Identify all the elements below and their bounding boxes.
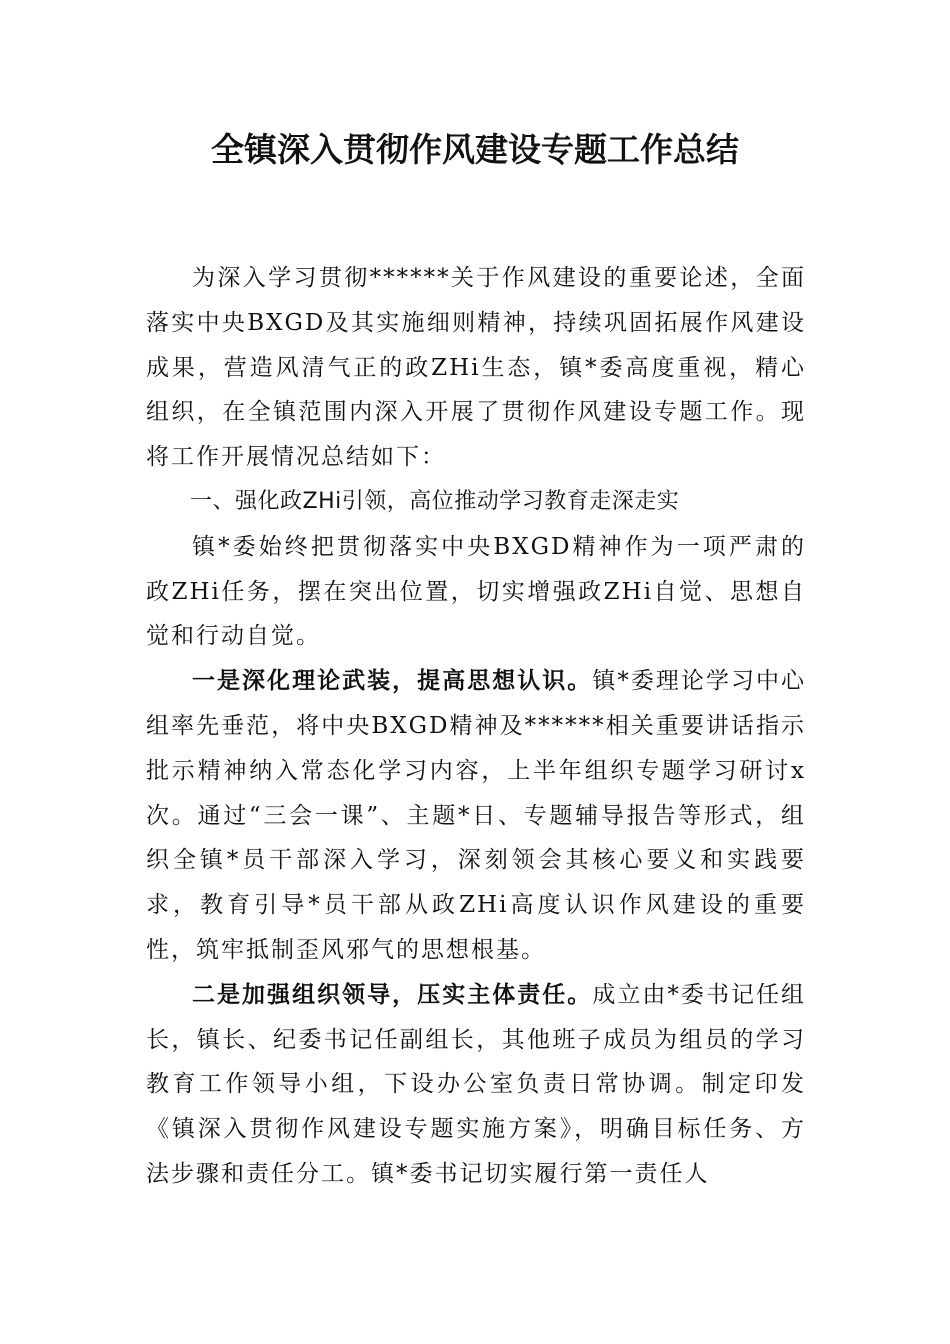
point-two-paragraph <box>146 973 806 1197</box>
paragraph-text: 为深入学习贯彻******关于作风建设的重要论述，全面落实中央BXGD及其实施细则精神，持续巩固拓展作风建设成果，营造风清气正的政ZHi生态，镇*委高度重视，精心组织，在全镇范围内深入开展了贯彻作风建设专题工作。现将工作开展情况总结如下： <box>146 265 806 471</box>
paragraph-text: 镇*委理论学习中心组率先垂范，将中央BXGD精神及******相关重要讲话指示批示精神纳入常态化学习内容，上半年组织专题学习研讨x次。通过“三会一课”、主题*日、专题辅导报告等形式，组织全镇*员干部深入学习，深刻领会其核心要义和实践要求，教育引导*员干部从政ZHi高度认识作风建设的重要性，筑牢抵制歪风邪气的思想根基。 <box>146 668 807 963</box>
point-one-lead: 一是深化理论武装，提高思想认识。 <box>192 667 593 695</box>
section-heading <box>146 480 806 525</box>
paragraph-text: 成立由*委书记任组长，镇长、纪委书记任副组长，其他班子成员为组员的学习教育工作领导小组，下设办公室负责日常协调。制定印发《镇深入贯彻作风建设专题实施方案》，明确目标任务、方法步骤和责任分工。镇*委书记切实履行第一责任人 <box>146 981 807 1187</box>
heading-text: 一、强化政ZHi引领，高位推动学习教育走深走实 <box>190 488 680 514</box>
paragraph-text: 镇*委始终把贯彻落实中央BXGD精神作为一项严肃的政ZHi任务，摆在突出位置，切实增强政ZHi自觉、思想自觉和行动自觉。 <box>146 533 806 650</box>
point-two-lead: 二是加强组织领导，压实主体责任。 <box>192 980 593 1008</box>
document-title: 全镇深入贯彻作风建设专题工作总结 <box>211 130 739 169</box>
intro-paragraph <box>146 256 806 480</box>
point-one-paragraph <box>146 659 806 973</box>
document-body <box>146 256 806 1197</box>
section-paragraph <box>146 525 806 659</box>
